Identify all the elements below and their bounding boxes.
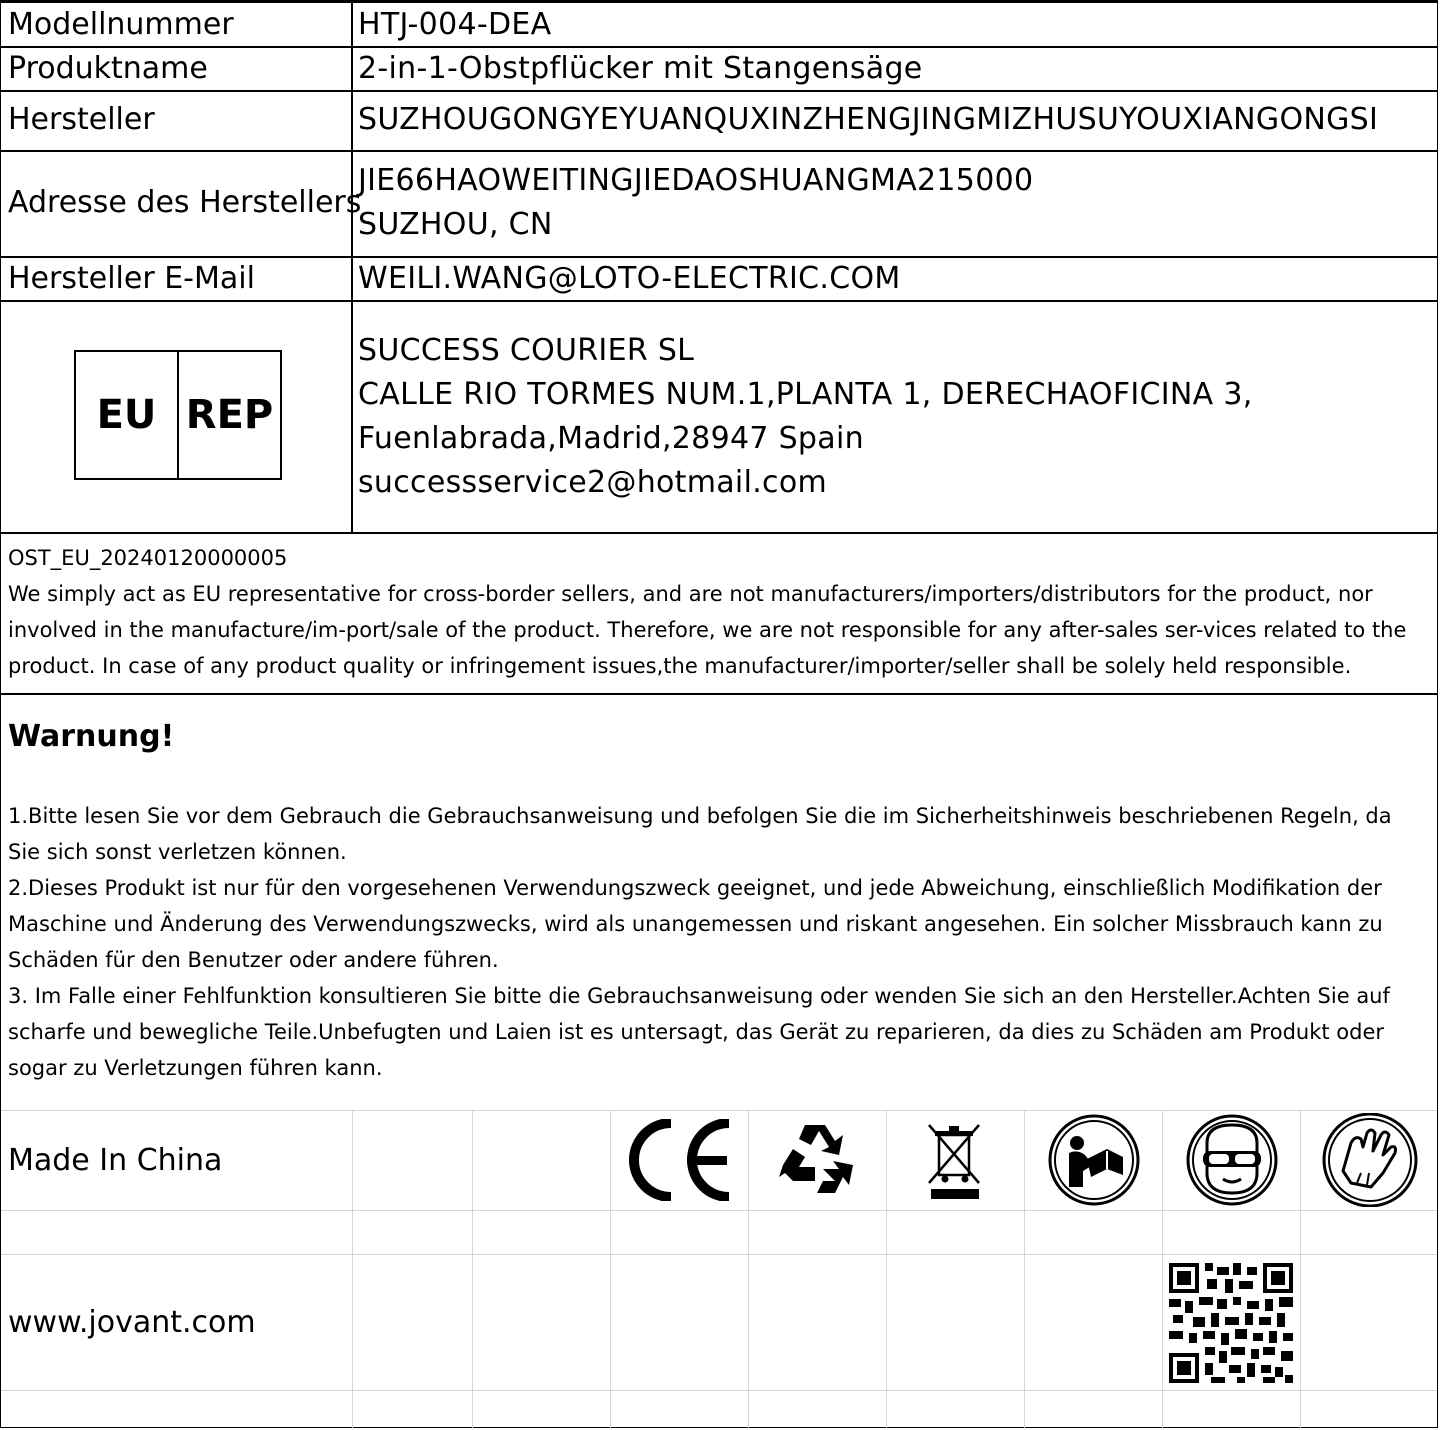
recycle-icon — [775, 1119, 859, 1199]
safety-goggles-icon — [1185, 1113, 1279, 1207]
safety-gloves-icon — [1321, 1113, 1421, 1207]
website-text: www.jovant.com — [8, 1305, 256, 1340]
warning-title: Warnung! — [8, 719, 175, 754]
manufacturer-label: Hersteller — [8, 102, 155, 137]
warning-item-2: 2.Dieses Produkt ist nur für den vorgesehenen Verwendungszweck geeignet, und jede Abweichung, einschließlich Modifikation der Maschine und Änderung des Verwendungszwecks, wird als unangemessen und riskant angesehen. Ein solcher Missbrauch kann zu Schäden für den Benutzer oder andere führen. — [8, 876, 1383, 972]
ce-mark-icon — [623, 1119, 735, 1201]
model-number-label: Modellnummer — [8, 7, 234, 42]
manufacturer-email-value: WEILI.WANG@LOTO-ELECTRIC.COM — [358, 261, 901, 296]
origin-text: Made In China — [8, 1143, 223, 1178]
weee-bin-icon — [923, 1121, 987, 1201]
model-number-value: HTJ-004-DEA — [358, 7, 552, 42]
disclaimer-text: We simply act as EU representative for cross-border sellers, and are not manufacturers/importers/distributors for the product, nor involved in the manufacture/im-port/sale of the product. Therefore, we are not responsible for any after-sales ser-vices related to the product. In case of any product quality or infringement issues,the manufacturer/importer/seller shall be solely held responsible. — [8, 582, 1407, 678]
manufacturer-address-line2: SUZHOU, CN — [358, 207, 553, 242]
eu-rep-badge-eu: EU — [96, 392, 157, 438]
product-name-label: Produktname — [8, 51, 208, 86]
eu-rep-address-line2: Fuenlabrada,Madrid,28947 Spain — [358, 421, 864, 456]
eu-rep-badge — [74, 350, 282, 480]
warning-list — [8, 798, 1427, 1086]
eu-rep-company: SUCCESS COURIER SL — [358, 333, 695, 368]
product-name-value: 2-in-1-Obstpflücker mit Stangensäge — [358, 51, 923, 86]
read-manual-icon — [1047, 1113, 1141, 1207]
warning-item-1: 1.Bitte lesen Sie vor dem Gebrauch die Gebrauchsanweisung und befolgen Sie die im Sicherheitshinweis beschriebenen Regeln, da Sie sich sonst verletzen können. — [8, 804, 1392, 864]
eu-rep-badge-rep: REP — [177, 352, 280, 478]
disclaimer-block — [8, 540, 1427, 684]
qr-code-icon — [1167, 1261, 1295, 1385]
manufacturer-address-line1: JIE66HAOWEITINGJIEDAOSHUANGMA215000 — [358, 163, 1034, 198]
eu-rep-email: successservice2@hotmail.com — [358, 465, 828, 500]
manufacturer-address-label: Adresse des Herstellers — [8, 185, 362, 220]
manufacturer-value: SUZHOUGONGYEYUANQUXINZHENGJINGMIZHUSUYOUXIANGONGSI — [358, 102, 1379, 137]
disclaimer-code: OST_EU_20240120000005 — [8, 546, 288, 570]
warning-item-3: 3. Im Falle einer Fehlfunktion konsultieren Sie bitte die Gebrauchsanweisung oder wenden Sie sich an den Hersteller.Achten Sie auf scharfe und bewegliche Teile.Unbefugten und Laien ist es untersagt, das Gerät zu reparieren, da dies zu Schäden am Produkt oder sogar zu Verletzungen führen kann. — [8, 984, 1390, 1080]
manufacturer-email-label: Hersteller E-Mail — [8, 261, 255, 296]
eu-rep-address-line1: CALLE RIO TORMES NUM.1,PLANTA 1, DERECHAOFICINA 3, — [358, 377, 1253, 412]
